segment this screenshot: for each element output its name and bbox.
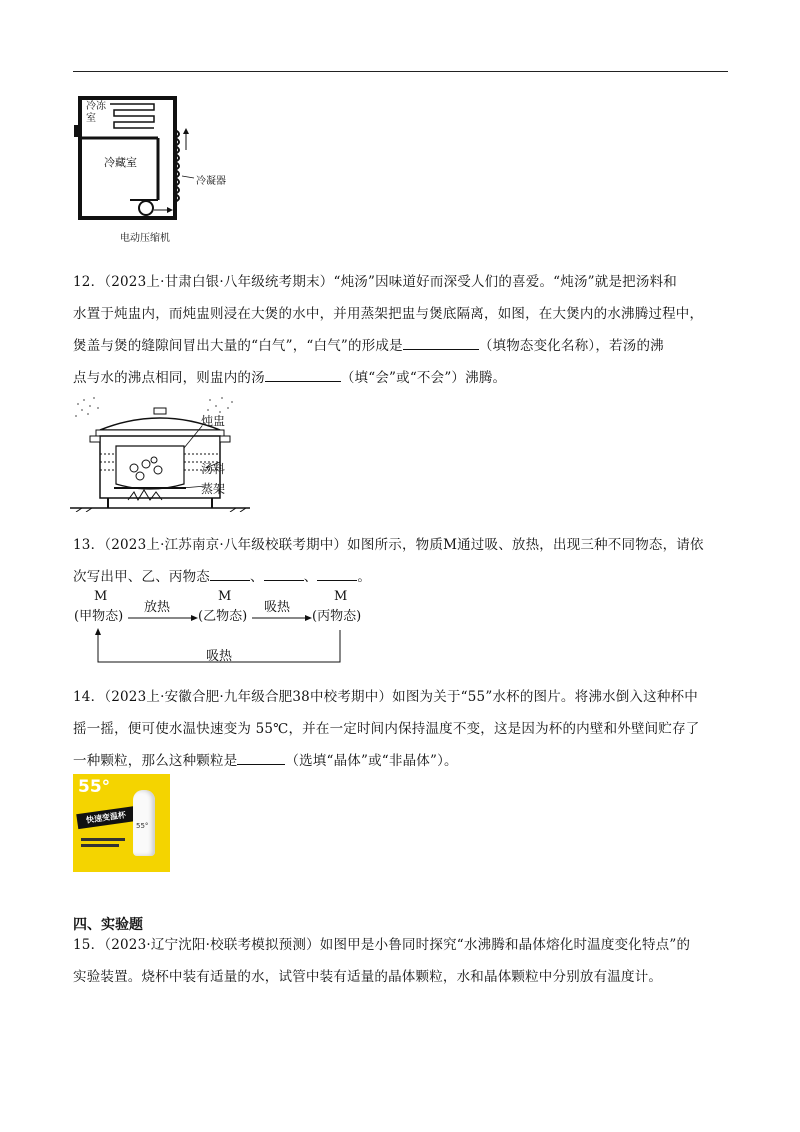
compressor-label: 电动压缩机 [120,233,170,244]
cup-logo: 55° [78,777,111,797]
answer-blank[interactable] [264,566,304,581]
question-15 [73,929,728,993]
q13-line1: 13．（2023上·江苏南京·八年级校联考期中）如图所示，物质M通过吸、放热，出现三种不同物态，请依 [73,537,704,553]
pot-label: 炖盅 [201,414,226,428]
question-12 [73,266,728,394]
answer-blank[interactable] [210,566,250,581]
state-jia: (甲物态) [74,609,124,624]
question-13 [73,529,728,593]
q12-line4: 点与水的沸点相同，则盅内的汤 （填“会”或“不会”）沸腾。 [73,362,728,394]
answer-blank[interactable] [317,566,357,581]
header-rule [73,71,728,72]
arrow-release-label: 放热 [144,600,171,615]
cup-banner: 快速变温杯 [76,806,138,829]
q12-line3: 煲盖与煲的缝隙间冒出大量的“白气”，“白气”的形成是 （填物态变化名称），若汤的沸 [73,330,728,362]
cup-body: 55° [133,790,155,856]
q13-line2: 次写出甲、乙、丙物态 、 、 。 [73,561,728,593]
m-label-1: M [94,589,108,604]
section-heading: 四、实验题 [73,917,143,933]
soup-label: 汤料 [201,462,226,476]
answer-blank[interactable] [237,750,285,765]
q14-line1: 14．（2023上·安徽合肥·九年级合肥38中校考期中）如图为关于“55”水杯的图片。将沸水倒入这种杯中 [73,689,698,705]
state-arrows [70,600,370,670]
state-bing: (丙物态) [312,609,362,624]
answer-blank[interactable] [403,335,479,350]
q15-line2: 实验装置。烧杯中装有适量的水，试管中装有适量的晶体颗粒，水和晶体颗粒中分别放有温度计。 [73,969,663,985]
fridge-label: 冷藏室 [104,156,137,169]
m-label-3: M [334,589,348,604]
q15-line1: 15．（2023·辽宁沈阳·校联考模拟预测）如图甲是小鲁同时探究“水沸腾和晶体熔化时温度变化特点”的 [73,937,691,953]
arrow-absorb-label: 吸热 [264,600,291,615]
freezer-label: 冷冻室 [86,101,106,124]
cup-product-image [73,774,170,872]
state-yi: (乙物态) [198,609,248,624]
condenser-label: 冷凝器 [196,176,226,187]
q14-line3: 一种颗粒，那么这种颗粒是 （选填“晶体”或“非晶体”）。 [73,745,728,777]
answer-blank[interactable] [265,367,341,382]
m-label-2: M [218,589,232,604]
arrow-absorb-back-label: 吸热 [206,649,233,664]
q14-line2: 摇一摇，便可使水温快速变为 55℃，并在一定时间内保持温度不变，这是因为杯的内壁和外壁间贮存了 [73,721,700,737]
question-14 [73,681,728,777]
q12-line1: 12．（2023上·甘肃白银·八年级统考期末）“炖汤”因味道好而深受人们的喜爱。“炖汤”就是把汤料和 [73,274,677,290]
rack-label: 蒸架 [201,482,226,496]
q12-line2: 水置于炖盅内，而炖盅则浸在大煲的水中，并用蒸架把盅与煲底隔离，如图，在大煲内的水沸腾过程中， [73,306,704,322]
